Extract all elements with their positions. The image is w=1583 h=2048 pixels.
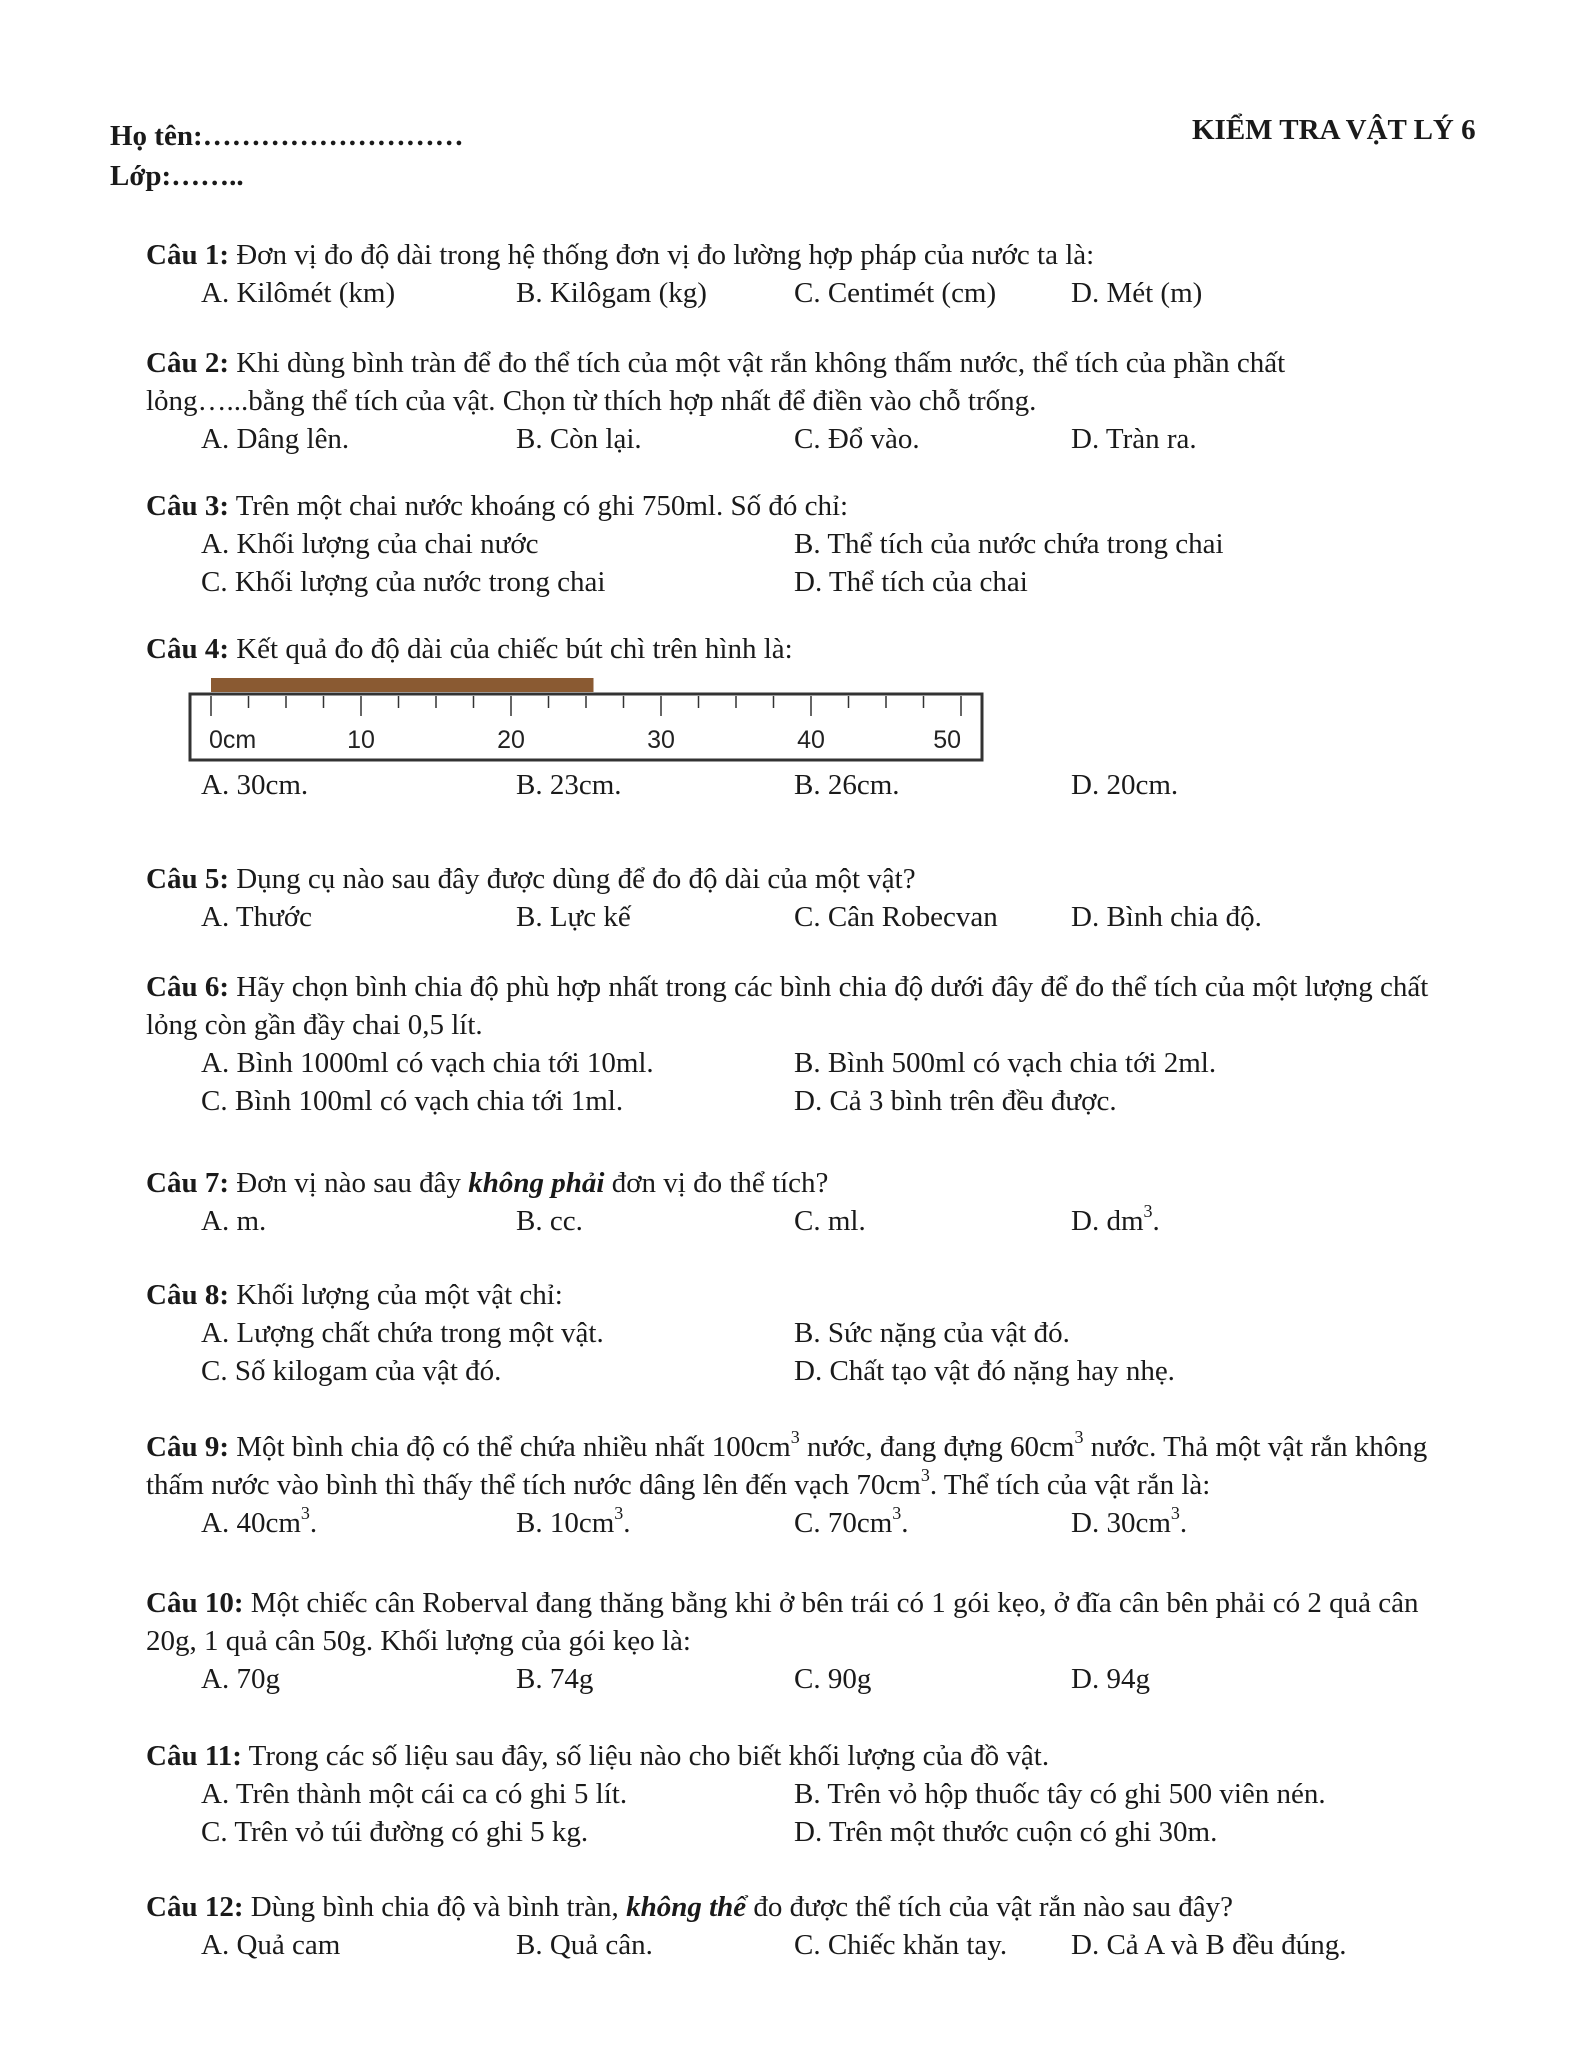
student-name-label: Họ tên:……………………… [110, 120, 464, 152]
option-c: C. Chiếc khăn tay. [794, 1929, 1008, 1961]
option-c: C. Centimét (cm) [794, 277, 997, 309]
superscript: 3 [790, 1427, 800, 1448]
question-text: Trong các số liệu sau đây, số liệu nào cho biết khối lượng của đồ vật. [248, 1740, 1050, 1772]
question-text-b: đơn vị đo thể tích? [604, 1167, 829, 1199]
option-c: C. Trên vỏ túi đường có ghi 5 kg. [201, 1816, 589, 1848]
option-a: A. Lượng chất chứa trong một vật. [201, 1317, 604, 1349]
option-d-tail: . [1152, 1205, 1160, 1237]
question-7 [146, 1164, 1446, 1240]
option-a: A. Thước [201, 901, 313, 933]
option-a: A. Dâng lên. [201, 423, 350, 455]
option-d: D. Cả A và B đều đúng. [1071, 1929, 1347, 1961]
question-3 [146, 487, 1446, 601]
question-emphasis: không phải [468, 1167, 605, 1199]
question-text-a: Đơn vị nào sau đây [236, 1167, 469, 1199]
option-c: B. 26cm. [794, 769, 900, 801]
option-text: C. 70cm [794, 1507, 893, 1539]
question-label: Câu 5: [146, 863, 229, 895]
option-a: A. m. [201, 1205, 267, 1237]
ruler-label: 40 [797, 726, 825, 754]
option-c: C. Cân Robecvan [794, 901, 998, 933]
ruler-figure [186, 668, 986, 768]
ruler-label: 20 [497, 726, 525, 754]
option-d: D. Bình chia độ. [1071, 901, 1262, 933]
option-b: B. cc. [516, 1205, 583, 1237]
option-d: D. Cả 3 bình trên đều được. [794, 1085, 1117, 1117]
question-label: Câu 1: [146, 239, 229, 271]
option-b: B. Còn lại. [516, 423, 642, 455]
option-c: C. ml. [794, 1205, 866, 1237]
option-c: C. Khối lượng của nước trong chai [201, 566, 606, 598]
question-text-1: Một bình chia độ có thể chứa nhiều nhất 100cm [236, 1431, 791, 1463]
option-d: D. Mét (m) [1071, 277, 1203, 309]
question-label: Câu 10: [146, 1587, 244, 1619]
superscript: 3 [920, 1465, 930, 1486]
option-b: B. Bình 500ml có vạch chia tới 2ml. [794, 1047, 1217, 1079]
question-text: Một chiếc cân Roberval đang thăng bằng khi ở bên trái có 1 gói kẹo, ở đĩa cân bên phải có 2 quả cân 20g, 1 quả cân 50g. Khối lượng của gói kẹo là: [146, 1587, 1419, 1657]
option-d: D. Thể tích của chai [794, 566, 1028, 598]
ruler-label: 0cm [209, 726, 257, 754]
option-text: D. 30cm [1071, 1507, 1171, 1539]
class-label: Lớp:…….. [110, 160, 244, 192]
option-b: B. Kilôgam (kg) [516, 277, 707, 309]
question-label: Câu 3: [146, 490, 229, 522]
option-c [794, 1504, 909, 1542]
option-tail: . [901, 1507, 909, 1539]
option-b: B. Lực kế [516, 901, 631, 933]
ruler-label: 50 [933, 726, 961, 754]
question-text-b: đo được thể tích của vật rắn nào sau đây? [746, 1891, 1233, 1923]
superscript: 3 [892, 1503, 902, 1524]
option-d: D. Tràn ra. [1071, 423, 1197, 455]
option-c: C. Đổ vào. [794, 423, 920, 455]
question-text-4: . Thể tích của vật rắn là: [929, 1469, 1211, 1501]
question-11 [146, 1737, 1446, 1851]
option-d: D. 20cm. [1071, 769, 1179, 801]
option-tail: . [1179, 1507, 1188, 1539]
pencil-image [211, 678, 594, 692]
option-b: B. 74g [516, 1663, 594, 1695]
superscript: 3 [1170, 1503, 1180, 1524]
superscript: 3 [614, 1503, 624, 1524]
question-9 [146, 1428, 1446, 1542]
superscript: 3 [1074, 1427, 1084, 1448]
option-a: A. Trên thành một cái ca có ghi 5 lít. [201, 1778, 628, 1810]
question-4 [146, 630, 1446, 668]
option-d-text: D. dm [1071, 1205, 1144, 1237]
option-tail: . [309, 1507, 318, 1539]
ruler-label: 30 [647, 726, 675, 754]
question-8 [146, 1276, 1446, 1390]
option-b: B. 23cm. [516, 769, 622, 801]
question-text: Hãy chọn bình chia độ phù hợp nhất trong các bình chia độ dưới đây để đo thể tích của một lượng chất lỏng còn gần đầy chai 0,5 lít. [146, 971, 1429, 1041]
question-emphasis: không thể [626, 1891, 747, 1923]
question-text: Đơn vị đo độ dài trong hệ thống đơn vị đo lường hợp pháp của nước ta là: [236, 239, 1095, 271]
question-text: Khối lượng của một vật chỉ: [236, 1279, 563, 1311]
question-label: Câu 12: [146, 1891, 244, 1923]
question-label: Câu 7: [146, 1167, 229, 1199]
option-c: C. Bình 100ml có vạch chia tới 1ml. [201, 1085, 624, 1117]
option-a: A. Kilômét (km) [201, 277, 396, 309]
superscript: 3 [1143, 1201, 1153, 1222]
option-a [201, 1504, 317, 1542]
question-label: Câu 4: [146, 633, 229, 665]
question-5 [146, 860, 1446, 936]
question-2 [146, 344, 1446, 458]
question-label: Câu 11: [146, 1740, 242, 1772]
option-a: A. Quả cam [201, 1929, 341, 1961]
ruler-label: 10 [347, 726, 375, 754]
option-text: A. 40cm [201, 1507, 301, 1539]
question-text: Dụng cụ nào sau đây được dùng để đo độ dài của một vật? [236, 863, 916, 895]
question-label: Câu 2: [146, 347, 229, 379]
exam-title: KIỂM TRA VẬT LÝ 6 [1192, 114, 1476, 146]
option-d [1071, 1202, 1160, 1240]
option-d: D. 94g [1071, 1663, 1150, 1695]
option-a: A. Khối lượng của chai nước [201, 528, 539, 560]
question-label: Câu 8: [146, 1279, 229, 1311]
option-tail: . [623, 1507, 631, 1539]
question-label: Câu 6: [146, 971, 229, 1003]
option-d: D. Trên một thước cuộn có ghi 30m. [794, 1816, 1218, 1848]
option-b: B. Trên vỏ hộp thuốc tây có ghi 500 viên nén. [794, 1778, 1326, 1810]
question-text-a: Dùng bình chia độ và bình tràn, [250, 1891, 627, 1923]
question-text: Kết quả đo độ dài của chiếc bút chì trên hình là: [236, 633, 793, 665]
option-b [516, 1504, 631, 1542]
question-10 [146, 1584, 1446, 1698]
option-b: B. Sức nặng của vật đó. [794, 1317, 1070, 1349]
option-b: B. Quả cân. [516, 1929, 653, 1961]
option-c: C. Số kilogam của vật đó. [201, 1355, 502, 1387]
superscript: 3 [300, 1503, 310, 1524]
option-b: B. Thể tích của nước chứa trong chai [794, 528, 1224, 560]
question-text-3: nước. Thả một vật rắn không thấm nước vào bình thì thấy thể tích nước dâng lên đến vạch 70cm [146, 1431, 1428, 1501]
question-label: Câu 9: [146, 1431, 229, 1463]
question-6 [146, 968, 1446, 1120]
question-4-options [146, 766, 1446, 804]
question-text-2: nước, đang đựng 60cm [799, 1431, 1075, 1463]
question-12 [146, 1888, 1446, 1964]
option-text: B. 10cm [516, 1507, 615, 1539]
option-a: A. Bình 1000ml có vạch chia tới 10ml. [201, 1047, 654, 1079]
question-text: Khi dùng bình tràn để đo thể tích của một vật rắn không thấm nước, thể tích của phần chất lỏng…...bằng thể tích của vật. Chọn từ thích hợp nhất để điền vào chỗ trống. [146, 347, 1286, 417]
option-a: A. 70g [201, 1663, 280, 1695]
ruler-with-pencil [186, 668, 986, 768]
question-text: Trên một chai nước khoáng có ghi 750ml. Số đó chỉ: [235, 490, 849, 522]
option-a: A. 30cm. [201, 769, 309, 801]
question-1 [146, 236, 1446, 312]
option-c: C. 90g [794, 1663, 872, 1695]
option-d [1071, 1504, 1187, 1542]
option-d: D. Chất tạo vật đó nặng hay nhẹ. [794, 1355, 1175, 1387]
